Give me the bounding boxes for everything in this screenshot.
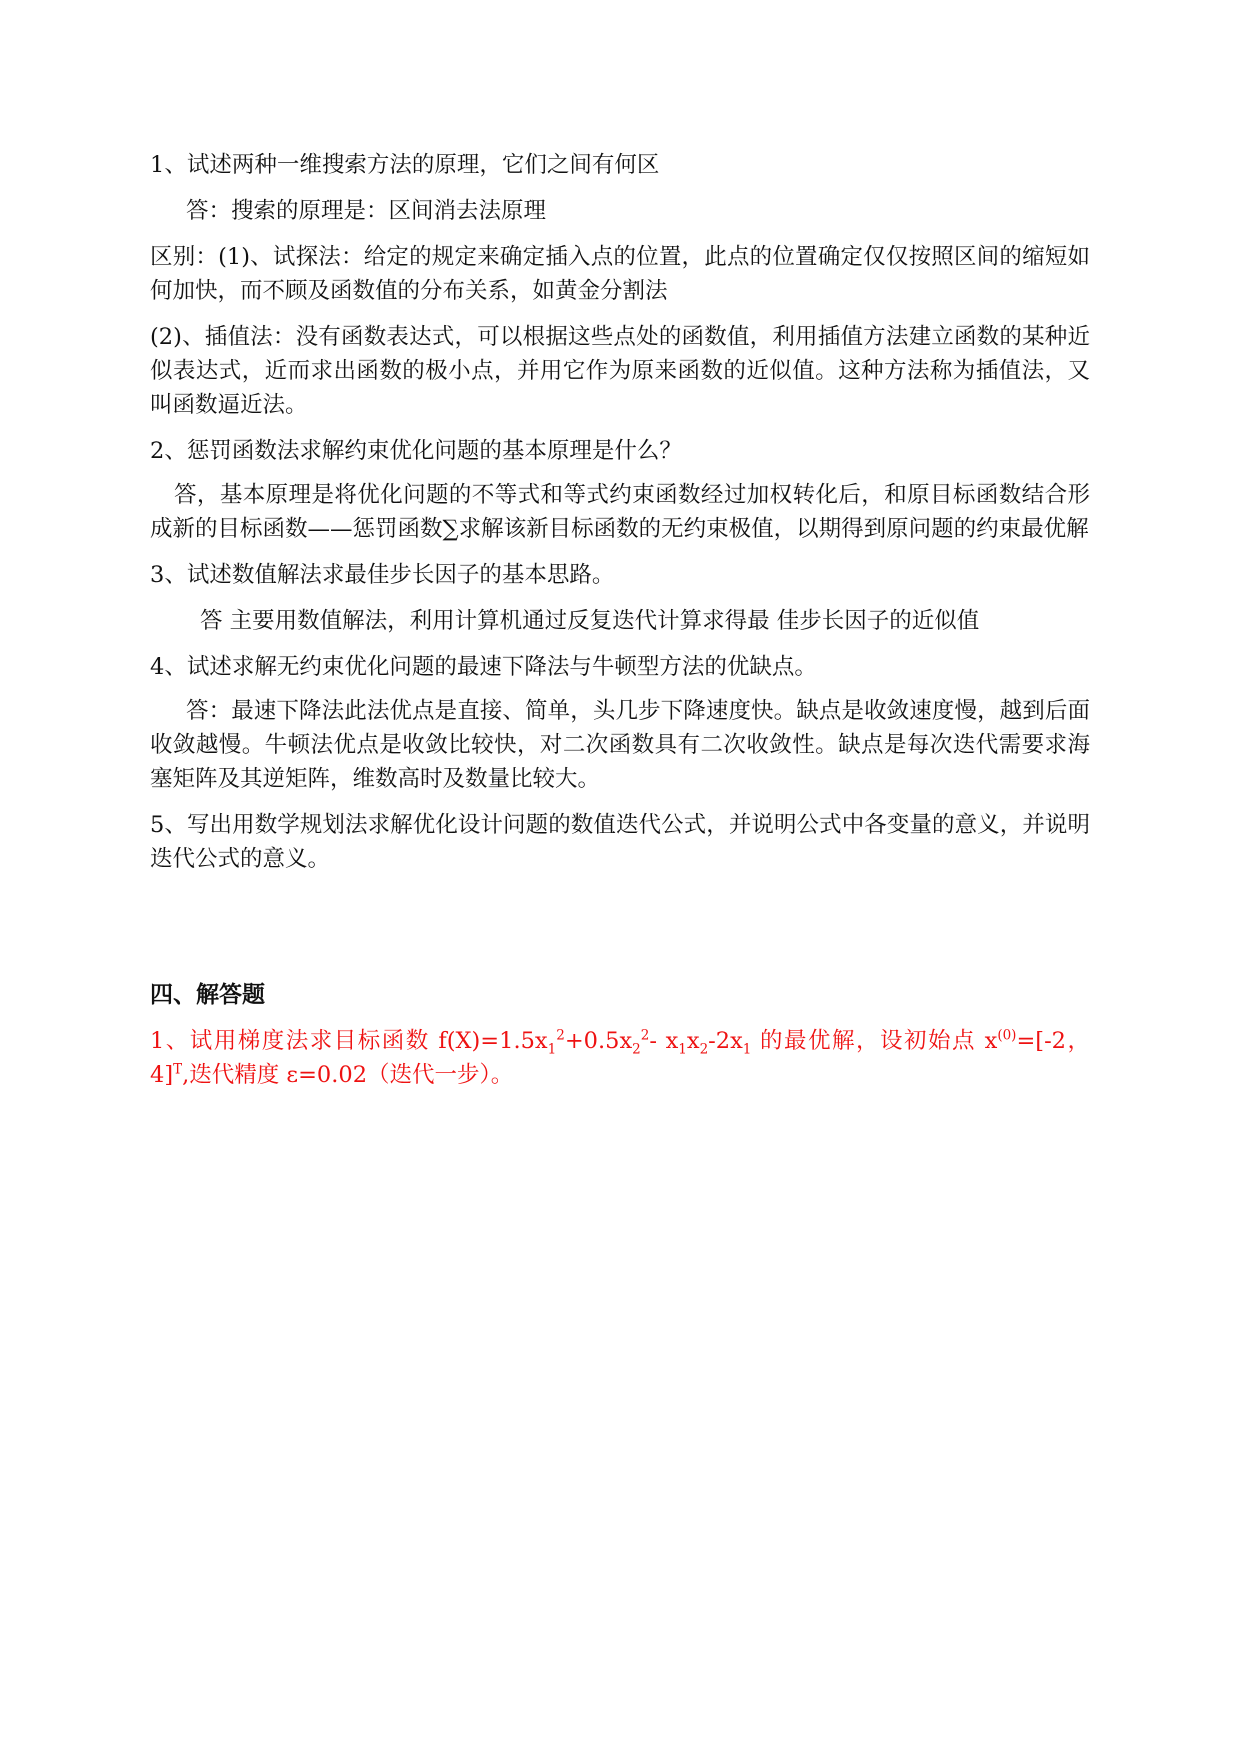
question-1: 1、试述两种一维搜索方法的原理，它们之间有何区 xyxy=(150,152,660,178)
problem-text-h: ,迭代精度 ε=0.02（迭代一步）。 xyxy=(182,1062,514,1088)
superscript: 2 xyxy=(640,1027,650,1044)
problem-text-e: -2x xyxy=(708,1028,743,1054)
subscript: 1 xyxy=(547,1041,557,1058)
problem-text-d: x xyxy=(686,1028,700,1054)
superscript: T xyxy=(173,1061,183,1078)
problem-text-c: - x xyxy=(649,1028,679,1054)
answer-2: 答，基本原理是将优化问题的不等式和等式约束函数经过加权转化后，和原目标函数结合形成新的目标函数——惩罚函数∑求解该新目标函数的无约束极值，以期得到原问题的约束最优解 xyxy=(150,482,1090,542)
problem-text-a: 1、试用梯度法求目标函数 f(X)=1.5x xyxy=(150,1028,548,1054)
section-title: 四、解答题 xyxy=(150,982,265,1008)
answer-1-difference-2: (2)、插值法：没有函数表达式，可以根据这些点处的函数值，利用插值方法建立函数的某种近似表达式，近而求出函数的极小点，并用它作为原来函数的近似值。这种方法称为插值法，又叫函数逼近法。 xyxy=(150,324,1090,418)
subscript: 1 xyxy=(678,1041,687,1058)
problem-text-f: 的最优解，设初始点 x xyxy=(751,1028,998,1054)
question-4: 4、试述求解无约束优化问题的最速下降法与牛顿型方法的优缺点。 xyxy=(150,654,817,680)
answer-1-difference-1: 区别：(1)、试探法：给定的规定来确定插入点的位置，此点的位置确定仅仅按照区间的缩短如何加快，而不顾及函数值的分布关系，如黄金分割法 xyxy=(150,244,1090,304)
answer-3: 答 主要用数值解法，利用计算机通过反复迭代计算求得最 佳步长因子的近似值 xyxy=(200,608,980,634)
problem-text-b: +0.5x xyxy=(564,1028,633,1054)
answer-1: 答：搜索的原理是：区间消去法原理 xyxy=(186,198,547,224)
superscript: 2 xyxy=(556,1027,565,1044)
subscript: 2 xyxy=(699,1041,709,1058)
document-body xyxy=(150,148,1090,1104)
subscript: 1 xyxy=(742,1041,752,1058)
problem-text-g: =[-2，4] xyxy=(150,1028,1090,1088)
answer-4: 答：最速下降法此法优点是直接、简单，头几步下降速度快。缺点是收敛速度慢，越到后面收敛越慢。牛顿法优点是收敛比较快，对二次函数具有二次收敛性。缺点是每次迭代需要求海塞矩阵及其逆矩阵，维数高时及数量比较大。 xyxy=(150,698,1090,792)
problem-1 xyxy=(150,1024,1090,1092)
question-5: 5、写出用数学规划法求解优化设计问题的数值迭代公式，并说明公式中各变量的意义，并说明迭代公式的意义。 xyxy=(150,812,1090,872)
subscript: 2 xyxy=(632,1041,641,1058)
question-2: 2、惩罚函数法求解约束优化问题的基本原理是什么？ xyxy=(150,438,682,464)
question-3: 3、试述数值解法求最佳步长因子的基本思路。 xyxy=(150,562,615,588)
superscript: (0) xyxy=(997,1027,1017,1044)
